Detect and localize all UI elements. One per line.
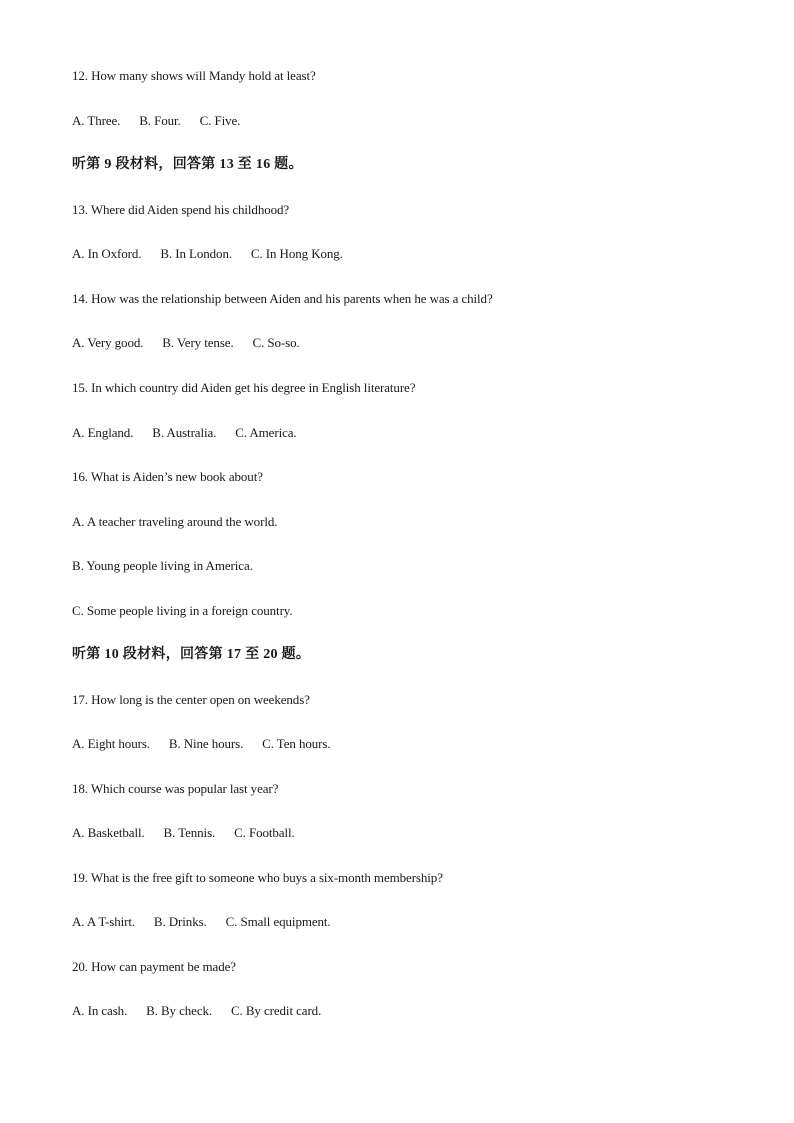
option-16-b: B. Young people living in America. (72, 558, 253, 573)
option-16-a: A. A teacher traveling around the world. (72, 514, 278, 529)
options-12: A. Three. B. Four. C. Five. (72, 113, 241, 128)
question-14: 14. How was the relationship between Aiden and his parents when he was a child? (72, 291, 493, 306)
question-13: 13. Where did Aiden spend his childhood? (72, 202, 290, 217)
question-12: 12. How many shows will Mandy hold at least? (72, 68, 316, 83)
options-13: A. In Oxford. B. In London. C. In Hong Kong. (72, 246, 343, 261)
question-16: 16. What is Aiden’s new book about? (72, 469, 263, 484)
options-14: A. Very good. B. Very tense. C. So-so. (72, 335, 300, 350)
question-17: 17. How long is the center open on weekends? (72, 692, 310, 707)
options-17: A. Eight hours. B. Nine hours. C. Ten hours. (72, 736, 331, 751)
option-16-c: C. Some people living in a foreign country. (72, 603, 293, 618)
question-18: 18. Which course was popular last year? (72, 781, 279, 796)
section-heading-9: 听第 9 段材料，回答第 13 至 16 题。 (72, 157, 303, 172)
question-15: 15. In which country did Aiden get his degree in English literature? (72, 380, 416, 395)
question-20: 20. How can payment be made? (72, 959, 236, 974)
options-18: A. Basketball. B. Tennis. C. Football. (72, 825, 295, 840)
options-19: A. A T-shirt. B. Drinks. C. Small equipment. (72, 914, 331, 929)
section-heading-10: 听第 10 段材料，回答第 17 至 20 题。 (72, 647, 311, 662)
question-19: 19. What is the free gift to someone who buys a six-month membership? (72, 870, 443, 885)
options-20: A. In cash. B. By check. C. By credit card. (72, 1003, 322, 1018)
options-15: A. England. B. Australia. C. America. (72, 425, 297, 440)
